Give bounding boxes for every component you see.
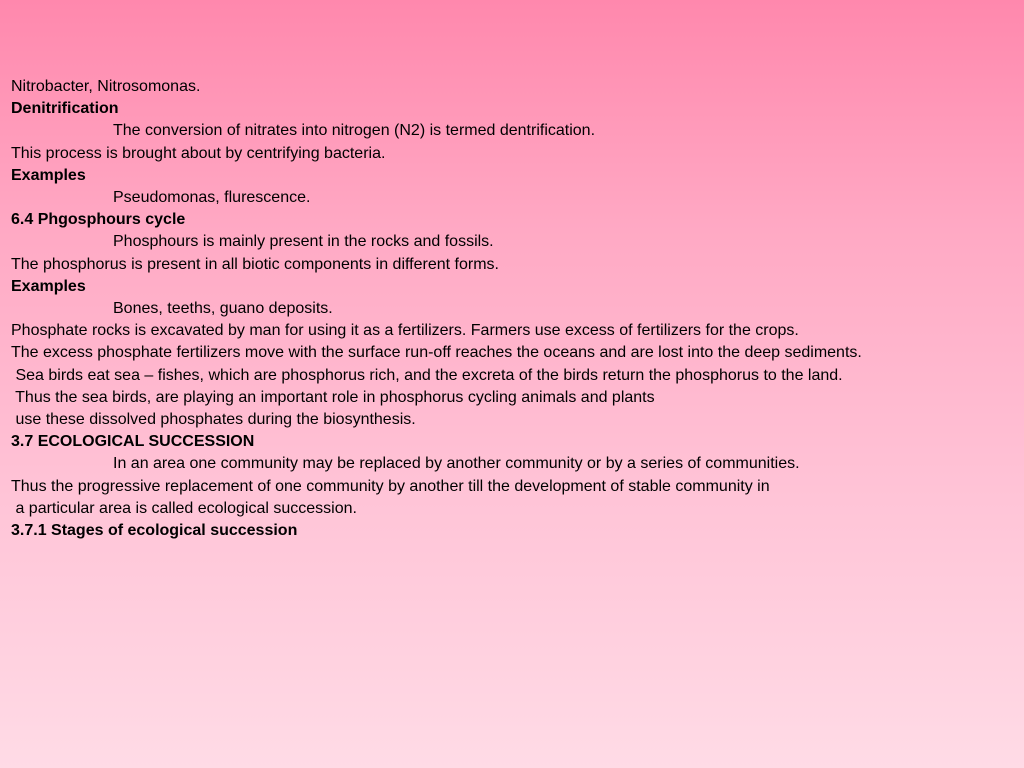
text-line: Phosphate rocks is excavated by man for using it as a fertilizers. Farmers use excess of fertilizers for the crops. [11,322,799,340]
text-line: Pseudomonas, flurescence. [113,189,311,207]
heading-ecological-succession: 3.7 ECOLOGICAL SUCCESSION [11,433,255,451]
text-line: Nitrobacter, Nitrosomonas. [11,78,201,95]
text-line: a particular area is called ecological succession. [11,499,357,517]
heading-examples: Examples [11,166,86,184]
text-line: In an area one community may be replaced by another community or by a series of communities. [113,455,800,473]
heading-examples: Examples [11,277,86,295]
heading-phosphorus-cycle: 6.4 Phgosphours cycle [11,211,186,229]
heading-denitrification: Denitrification [11,100,119,118]
text-line: Bones, teeths, guano deposits. [113,300,333,318]
text-line: Thus the progressive replacement of one community by another till the development of stable community in [11,477,770,495]
text-line: Phosphours is mainly present in the rocks and fossils. [113,233,494,251]
heading-stages-of-succession: 3.7.1 Stages of ecological succession [11,522,298,540]
text-line: The excess phosphate fertilizers move with the surface run-off reaches the oceans and are lost into the deep sediments. [11,344,862,362]
text-line: The phosphorus is present in all biotic components in different forms. [11,255,499,273]
slide-text-body [11,76,1016,542]
text-line: use these dissolved phosphates during the biosynthesis. [11,411,416,429]
text-line: Sea birds eat sea – fishes, which are phosphorus rich, and the excreta of the birds return the phosphorus to the land. [11,366,843,384]
text-line: This process is brought about by centrifying bacteria. [11,144,386,162]
text-line: The conversion of nitrates into nitrogen (N2) is termed dentrification. [113,122,596,140]
text-line: Thus the sea birds, are playing an important role in phosphorus cycling animals and plants [11,388,655,406]
